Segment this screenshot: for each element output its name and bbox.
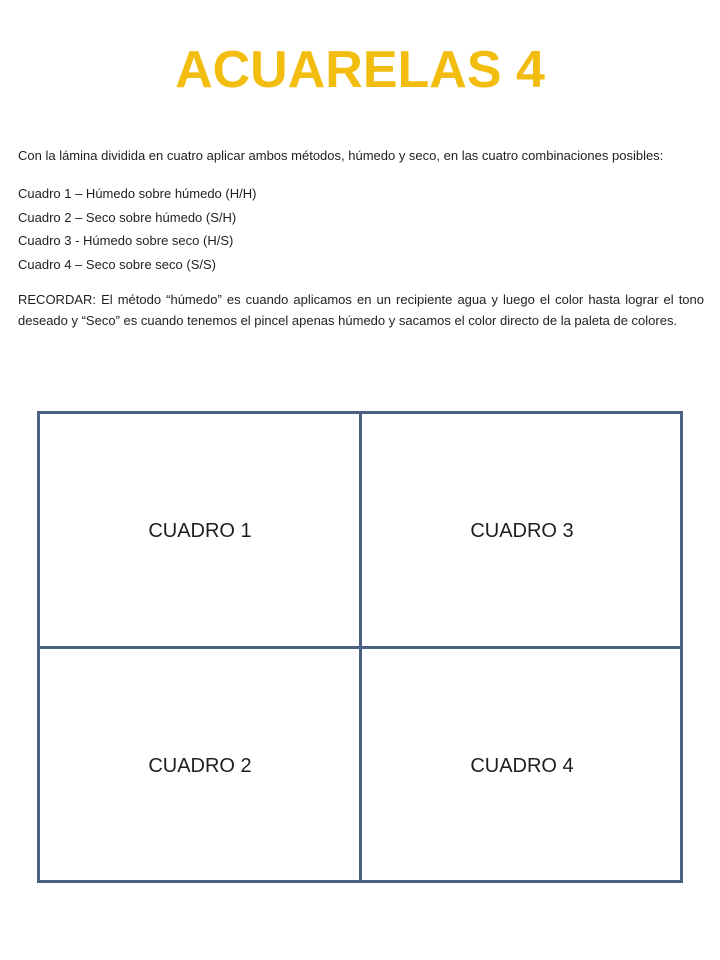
intro-paragraph: Con la lámina dividida en cuatro aplicar ambos métodos, húmedo y seco, en las cuatro combinaciones posibles: xyxy=(18,148,664,163)
cell-label-cuadro-2: CUADRO 2 xyxy=(148,755,252,777)
combination-list xyxy=(18,182,704,276)
page-title: ACUARELAS 4 xyxy=(175,41,545,99)
cell-label-cuadro-3: CUADRO 3 xyxy=(470,520,574,542)
list-item: Cuadro 4 – Seco sobre seco (S/S) xyxy=(18,256,216,272)
cell-label-cuadro-4: CUADRO 4 xyxy=(470,755,574,777)
cell-label-cuadro-1: CUADRO 1 xyxy=(148,520,252,542)
list-item: Cuadro 1 – Húmedo sobre húmedo (H/H) xyxy=(18,186,257,201)
list-item: Cuadro 3 - Húmedo sobre seco (H/S) xyxy=(18,233,234,248)
reminder-paragraph: RECORDAR: El método “húmedo” es cuando aplicamos en un recipiente agua y luego el color hasta lograr el tono deseado y “Seco” es cuando tenemos el pincel apenas húmedo y sacamos el color directo de la paleta de colores. xyxy=(18,292,704,328)
list-item: Cuadro 2 – Seco sobre húmedo (S/H) xyxy=(18,209,237,225)
grid-horizontal-divider xyxy=(37,646,683,649)
instructions xyxy=(18,147,704,331)
